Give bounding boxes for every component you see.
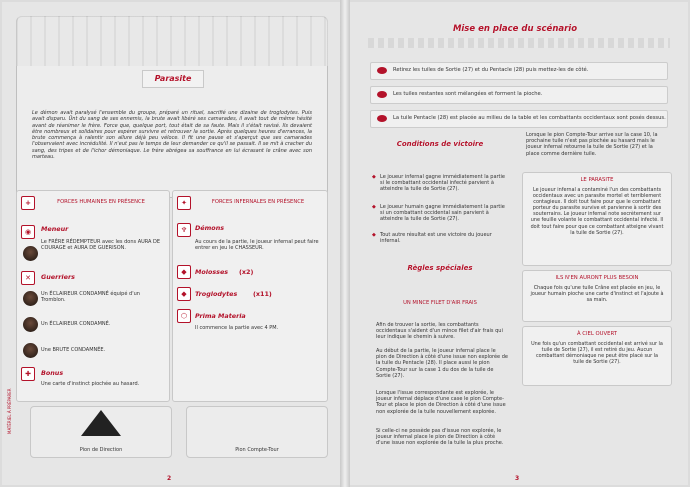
rule-para-3: Lorsque l'issue correspondante est explorée, le joueur infernal déplace d'une case le pion Compte-Tour et place le pion de Direction à côté d'une issue non explorée de la tuile nouvellement explorée. xyxy=(376,390,506,415)
pion-direction-label: Pion de Direction xyxy=(79,447,123,453)
victory-condition-2: ◆ Le joueur humain gagne immédiatement la partie si un combattant occidental sain parvient à atteindre la tuile de Sortie (27). xyxy=(380,204,510,223)
prima-text: Il commence la partie avec 4 PM. xyxy=(195,325,279,331)
parasite-box-title: LE PARASITE xyxy=(580,177,614,183)
guerrier-3: Une BRUTE CONDAMNÉE. xyxy=(41,347,106,353)
besoin-box-text: Chaque fois qu'une tuile Crâne est placée en jeu, le joueur humain pioche une carte d'instinct et l'ajoute à sa main. xyxy=(530,285,664,304)
materiel-label: MATÉRIEL À PRÉPARER xyxy=(7,388,12,434)
direction-token-icon xyxy=(81,410,121,436)
ciel-ouvert-box xyxy=(522,326,672,386)
victory-title: Conditions de victoire xyxy=(396,140,484,148)
parasite-box-text: Le joueur infernal a contaminé l'un des combattants occidentaux avec un parasite mortel et terriblement contagieux. Il doit tout faire pour que le combattant porteur du parasite survive et parvienne à sortir des souterrains. Le joueur infernal note secrètement sur une feuille volante le combattant occidental infecté. Il doit tout faire pour que ce combattant atteigne vivant la tuile de Sortie (27). xyxy=(530,187,664,236)
eye-icon xyxy=(377,67,387,74)
demons-label: Démons xyxy=(195,224,225,232)
rule-para-4: Si celle-ci ne possède pas d'issue non explorée, le joueur infernal place le pion de Direction à côté d'une issue non explorée de la tuile la plus proche. xyxy=(376,428,504,447)
victory-condition-3: ◆ Tout autre résultat est une victoire du joueur infernal. xyxy=(380,232,510,244)
troglodytes-count: (x11) xyxy=(253,290,272,298)
eclaireur-avatar-2 xyxy=(23,317,38,332)
page-number-left: 2 xyxy=(167,475,172,482)
bonus-text: Une carte d'instinct piochée au hasard. xyxy=(41,381,140,387)
prima-materia-icon: ⬡ xyxy=(177,309,191,323)
eye-icon xyxy=(377,91,387,98)
besoin-box xyxy=(522,270,672,322)
page-number-right: 3 xyxy=(515,475,520,482)
infernal-forces-header: FORCES INFERNALES EN PRÉSENCE xyxy=(211,199,305,205)
leader-icon: ◉ xyxy=(21,225,35,239)
human-forces-panel xyxy=(16,190,170,402)
cross-icon: + xyxy=(21,196,35,210)
bonus-icon: ✚ xyxy=(21,367,35,381)
compte-tour-text: Lorsque le pion Compte-Tour arrive sur la case 10, la prochaine tuile n'est pas piochée au hasard mais le joueur infernal retourne la tuile de Sortie (27) et la place comme dernière tuile. xyxy=(526,132,658,157)
pion-direction-card xyxy=(30,406,172,458)
meneur-label: Meneur xyxy=(41,225,69,233)
rule-para-1: Afin de trouver la sortie, les combattants occidentaux s'aident d'un mince filet d'air frais qui leur indique le chemin à suivre. xyxy=(376,322,503,341)
infernal-forces-panel xyxy=(172,190,328,402)
rules-title: Règles spéciales xyxy=(407,264,473,272)
setup-title: Mise en place du scénario xyxy=(452,24,578,34)
besoin-box-title: ILS N'EN AURONT PLUS BESOIN xyxy=(555,275,639,281)
eye-icon xyxy=(377,115,387,122)
troglodyte-icon: ◆ xyxy=(177,287,191,301)
pion-compte-tour-card xyxy=(186,406,328,458)
book-gutter xyxy=(340,0,350,487)
molosse-icon: ◆ xyxy=(177,265,191,279)
parasite-box xyxy=(522,172,672,266)
demon-icon: ✦ xyxy=(177,196,191,210)
scenario-title: Parasite xyxy=(142,70,204,88)
scenario-story: Le démon avait paralysé l'ensemble du groupe, préparé un rituel, sacrifié une dizaine de troglodytes. Puis avait disparu. Ünt du sang de ses ennemis, la brute avait libéré ses camarades, il avait tout de même hésité avant de réanimer le frère. Force que, quelque port, tout était de sa faute. Mais il s'était ravisé. Ils devaient être nombreux et solidaires pour espérer survivre et retrouver la sortie. Après quelques heures d'errances, la brute commença à ralentir son allure déjà peu véloce. Il fit une pause et s'aperçut que ses camarades l'observaient avec incrédulité. Il n'eut pas le temps de leur demander ce qu'il se passait. Il se mit à cracher du sang, des tripes et de l'ichor démoniaque. Le frère abrégea sa souffrance en lui écrasant le crâne avec son marteau. xyxy=(32,110,312,161)
prima-label: Prima Materia xyxy=(195,312,246,320)
brute-avatar xyxy=(23,343,38,358)
pion-compte-tour-label: Pion Compte-Tour xyxy=(235,447,279,453)
setup-step-1: Retirez les tuiles de Sortie (27) et du Pentacle (28) puis mettez-les de côté. xyxy=(370,62,668,80)
rules-subtitle: UN MINCE FILET D'AIR FRAIS xyxy=(403,300,477,306)
demons-icon: ♆ xyxy=(177,223,191,237)
rule-para-2: Au début de la partie, le joueur infernal place le pion de Direction à côté d'une issue non explorée de la tuile du Pentacle (28). Il place aussi le pion Compte-Tour sur la case 1 du dos de la tuile de Sortie (27). xyxy=(376,348,508,379)
setup-step-2: Les tuiles restantes sont mélangées et forment la pioche. xyxy=(370,86,668,104)
setup-step-3: La tuile Pentacle (28) est placée au milieu de la table et les combattants occidentaux sont posés dessus. xyxy=(370,110,668,128)
meneur-text: Le FRÈRE RÉDEMPTEUR avec les dons AURA DE COURAGE et AURA DE GUERISON. xyxy=(41,239,161,252)
guerrier-1: Un ÉCLAIREUR CONDAMNÉ équipé d'un Tromblon. xyxy=(41,291,140,304)
guerriers-label: Guerriers xyxy=(41,273,75,281)
ciel-ouvert-box-title: À CIEL OUVERT xyxy=(576,331,618,337)
frere-avatar xyxy=(23,246,38,261)
gothic-arch-frame xyxy=(16,16,328,198)
right-page xyxy=(350,2,688,485)
molosses-label: Molosses xyxy=(195,268,229,276)
eclaireur-avatar-1 xyxy=(23,291,38,306)
left-page xyxy=(2,2,340,485)
troglodytes-label: Troglodytes xyxy=(195,290,238,298)
guerrier-2: Un ÉCLAIREUR CONDAMNÉ. xyxy=(41,321,111,327)
ciel-ouvert-box-text: Une fois qu'un combattant occidental est arrivé sur la tuile de Sortie (27), il est retiré du jeu. Aucun combattant démoniaque ne peut être placé sur la tuile de Sortie (27). xyxy=(531,341,663,366)
molosses-count: (x2) xyxy=(239,268,254,276)
demons-text: Au cours de la partie, le joueur infernal peut faire entrer en jeu le CHASSEUR. xyxy=(195,239,319,252)
bonus-label: Bonus xyxy=(41,369,64,377)
swords-icon: ✕ xyxy=(21,271,35,285)
ornament-banner xyxy=(368,38,670,48)
human-forces-header: FORCES HUMAINES EN PRÉSENCE xyxy=(57,199,145,205)
victory-condition-1: ◆ Le joueur infernal gagne immédiatement la partie si le combattant occidental infecté parvient à atteindre la tuile de Sortie (27). xyxy=(380,174,510,193)
